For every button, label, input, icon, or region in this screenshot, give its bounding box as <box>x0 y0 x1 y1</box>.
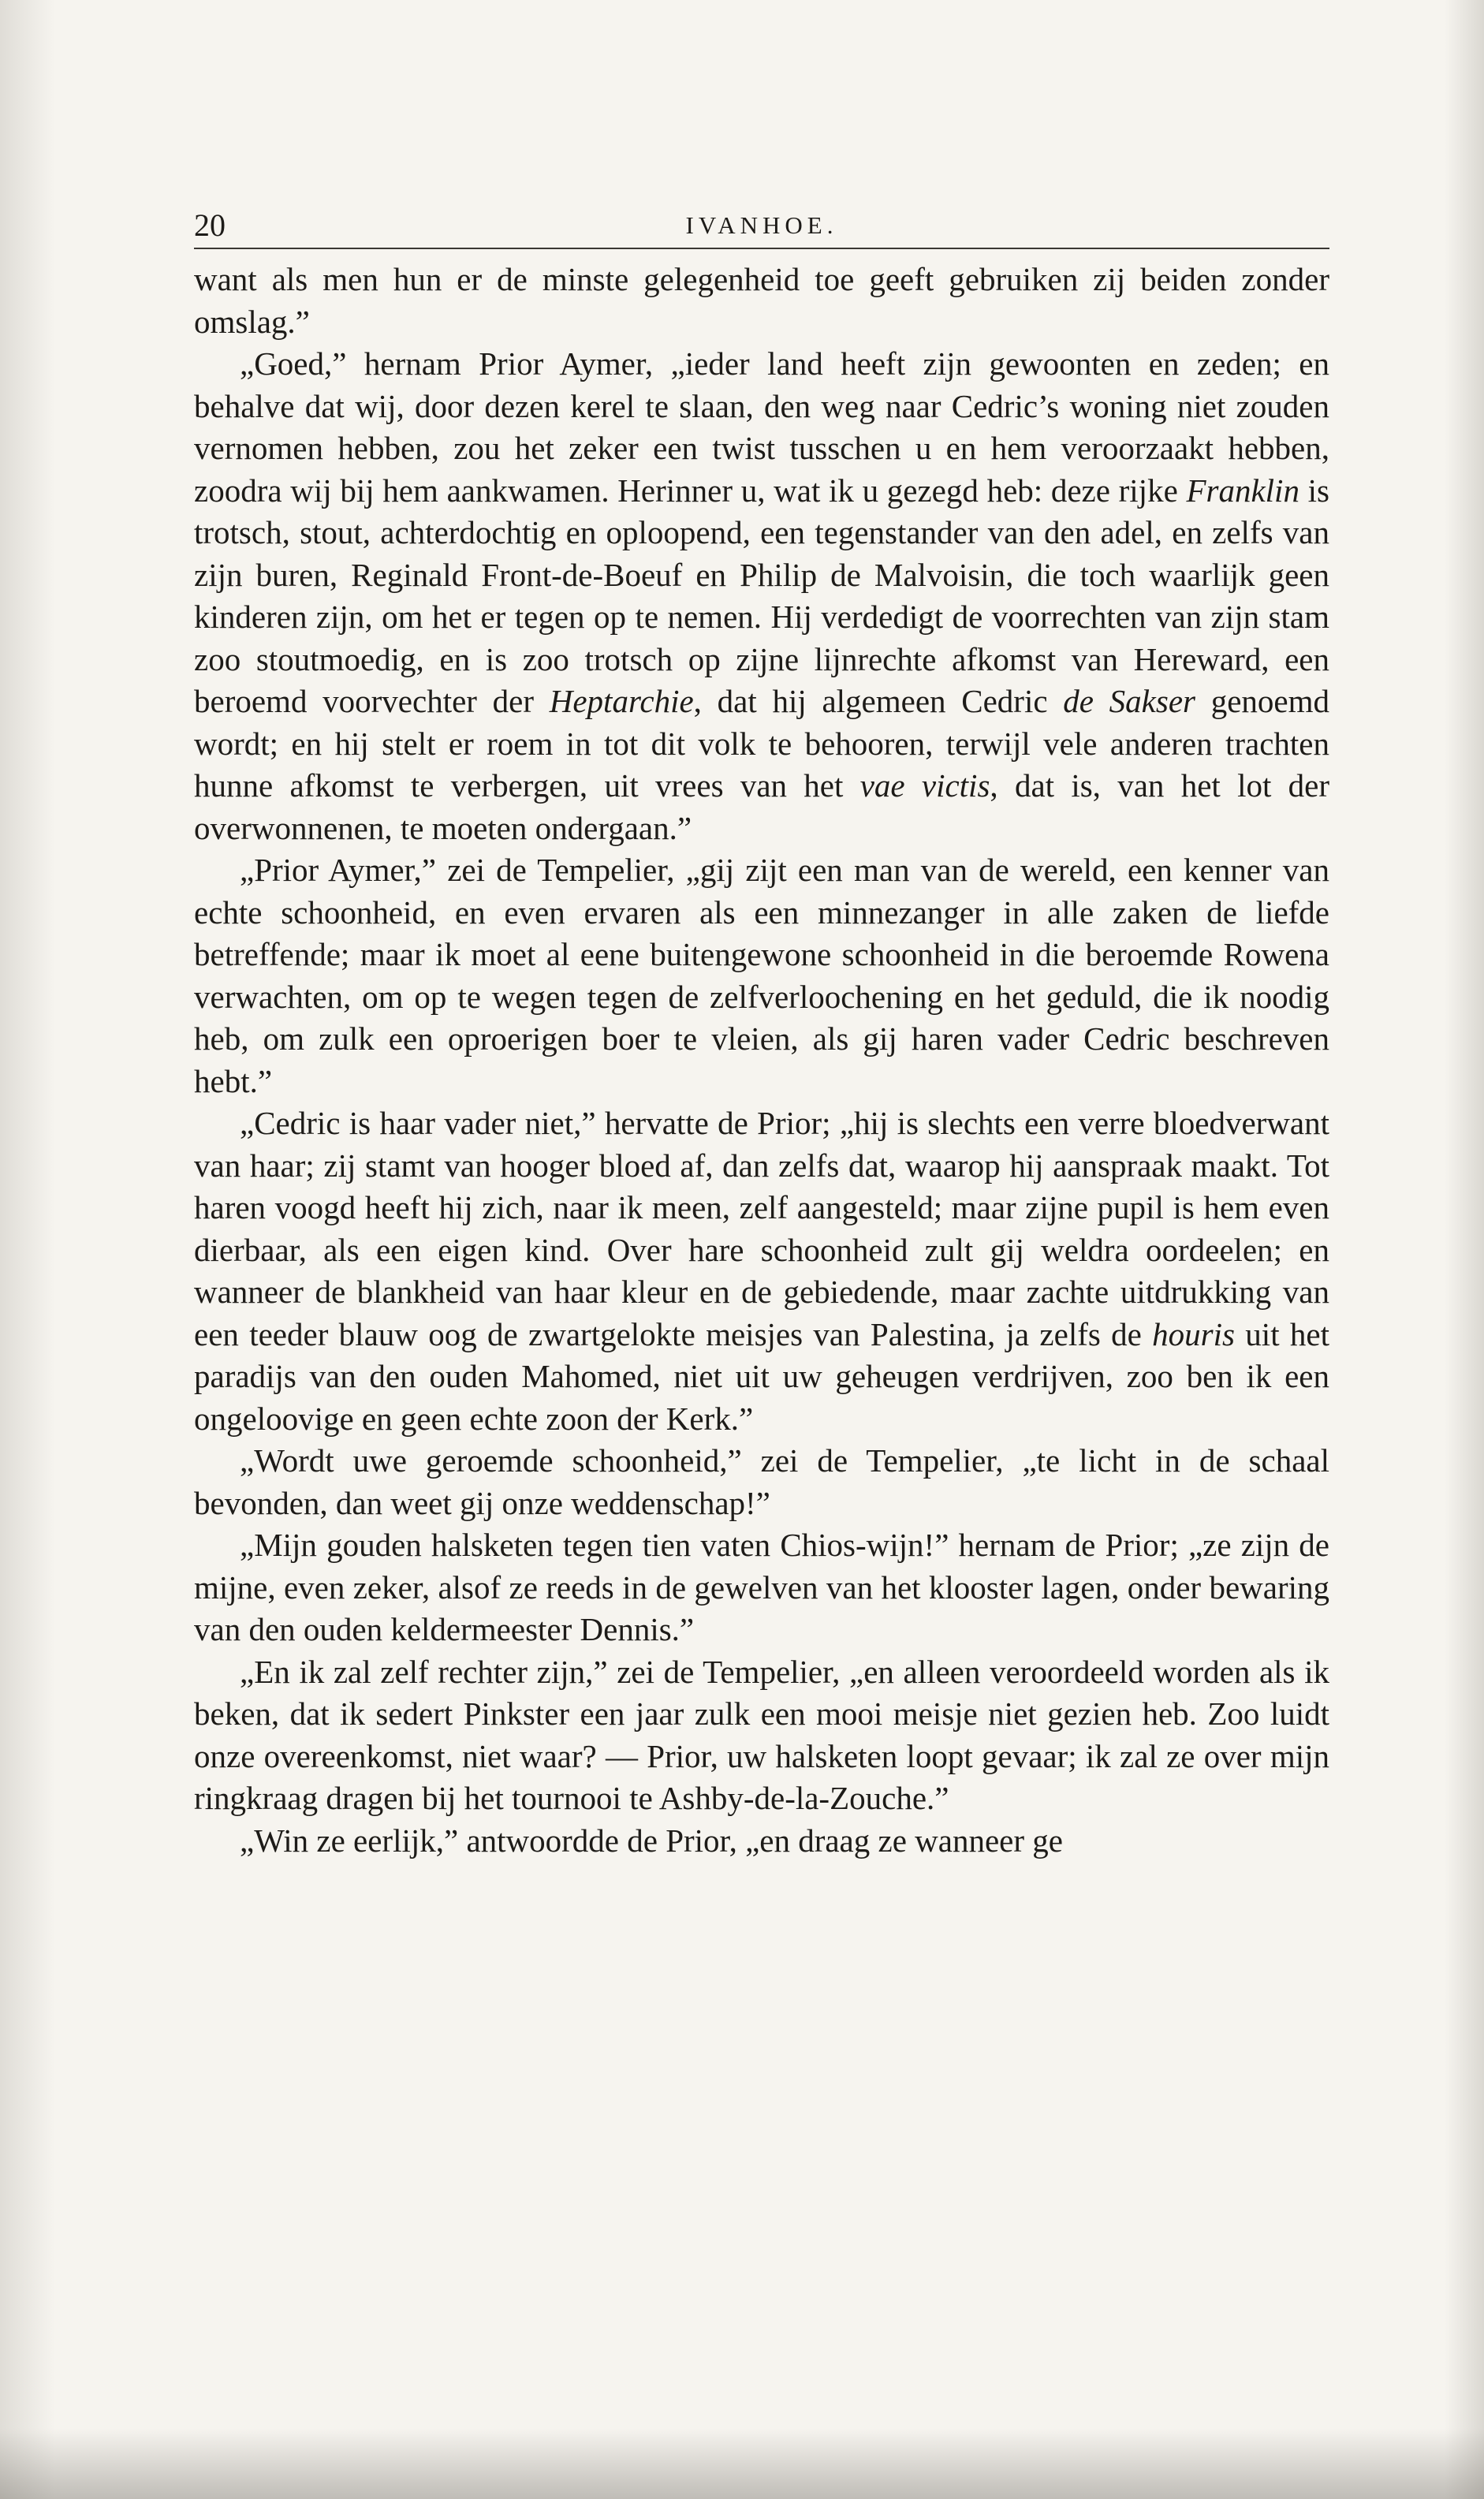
text-run: „En ik zal zelf rechter zijn,” zei de Tempelier, „en alleen veroordeeld worden als ik beken, dat ik sedert Pinkster een jaar zulk een mooi meisje niet gezien heb. Zoo luidt onze overeenkomst, niet waar? — Prior, uw halsketen loopt gevaar; ik zal ze over mijn ringkraag dragen bij het tournooi te Ashby-de-la-Zouche.” <box>194 1653 1329 1816</box>
paragraph <box>194 849 1329 1102</box>
italic-text: vae victis <box>859 767 990 804</box>
paragraph <box>194 1524 1329 1651</box>
text-run: want als men hun er de minste gelegenheid toe geeft gebruiken zij beiden zonder omslag.” <box>194 261 1329 340</box>
text-run: genoemd wordt; en hij stelt er roem in tot dit volk te behooren, terwijl vele anderen trachten hunne afkomst te verbergen, uit vrees van het <box>194 683 1329 804</box>
scan-shadow-left <box>0 0 55 2499</box>
scan-shadow-right <box>1445 0 1484 2499</box>
text-run: „Prior Aymer,” zei de Tempelier, „gij zijt een man van de wereld, een kenner van echte schoonheid, en even ervaren als een minnezanger in alle zaken de liefde betreffende; maar ik moet al eene buitengewone schoonheid in die beroemde Rowena verwachten, om op te wegen tegen de zelfverloochening en het geduld, die ik noodig heb, om zulk een oproerigen boer te vleien, als gij haren vader Cedric beschreven hebt.” <box>194 852 1329 1099</box>
paragraph <box>194 343 1329 849</box>
text-run: „Cedric is haar vader niet,” hervatte de Prior; „hij is slechts een verre bloedverwant van haar; zij stamt van hooger bloed af, dan zelfs dat, waarop hij aanspraak maakt. Tot haren voogd heeft hij zich, naar ik meen, zelf aangesteld; maar zijne pupil is hem even dierbaar, als een eigen kind. Over hare schoonheid zult gij weldra oordeelen; en wanneer de blankheid van haar kleur en de gebiedende, maar zachte uitdrukking van een teeder blauw oog de zwartgelokte meisjes van Palestina, ja zelfs de <box>194 1105 1329 1352</box>
paragraph <box>194 1651 1329 1820</box>
text-run: „Mijn gouden halsketen tegen tien vaten Chios-wijn!” hernam de Prior; „ze zijn de mijne, even zeker, alsof ze reeds in de gewelven van het klooster lagen, onder bewaring van den ouden keldermeester Dennis.” <box>194 1527 1329 1647</box>
paragraph <box>194 259 1329 343</box>
text-run: uit het paradijs van den ouden Mahomed, niet uit uw geheugen verdrijven, zoo ben ik een ongeloovige en geen echte zoon der Kerk.” <box>194 1315 1330 1437</box>
text-run: „Win ze eerlijk,” antwoordde de Prior, „en draag ze wanneer ge <box>240 1822 1063 1859</box>
text-run: , dat hij algemeen Cedric <box>693 683 1064 719</box>
paragraph <box>194 1820 1329 1863</box>
text-run: is trotsch, stout, achterdochtig en oploopend, een tegenstander van den adel, en zelfs van zijn buren, Reginald Front-de-Boeuf en Philip de Malvoisin, die toch waarlijk geen kinderen zijn, om het er tegen op te nemen. Hij verdedigt de voorrechten van zijn stam zoo stoutmoedig, en is zoo trotsch op zijne lijnrechte afkomst van Hereward, een beroemd voorvechter der <box>194 472 1329 719</box>
book-page <box>194 197 1329 1862</box>
paragraph <box>194 1102 1329 1440</box>
text-run: „Wordt uwe geroemde schoonheid,” zei de Tempelier, „te licht in de schaal bevonden, dan weet gij onze weddenschap!” <box>194 1442 1329 1521</box>
paragraph <box>194 1440 1329 1524</box>
italic-text: Franklin <box>1186 472 1299 509</box>
text-run: , dat is, van het lot der overwonnenen, te moeten ondergaan.” <box>194 767 1330 846</box>
italic-text: houris <box>1152 1315 1235 1352</box>
italic-text: Heptarchie <box>549 683 694 719</box>
scan-shadow-bottom <box>0 2428 1484 2499</box>
italic-text: de Sakser <box>1063 683 1195 719</box>
body-text <box>194 259 1329 1862</box>
page-number: 20 <box>194 207 226 243</box>
book-title: IVANHOE. <box>685 211 838 239</box>
text-run: „Goed,” hernam Prior Aymer, „ieder land heeft zijn gewoonten en zeden; en behalve dat wij, door dezen kerel te slaan, den weg naar Cedric’s woning niet zouden vernomen hebben, zou het zeker een twist tusschen u en hem veroorzaakt hebben, zoodra wij bij hem aankwamen. Herinner u, wat ik u gezegd heb: deze rijke <box>194 345 1329 509</box>
running-head <box>194 197 1329 249</box>
